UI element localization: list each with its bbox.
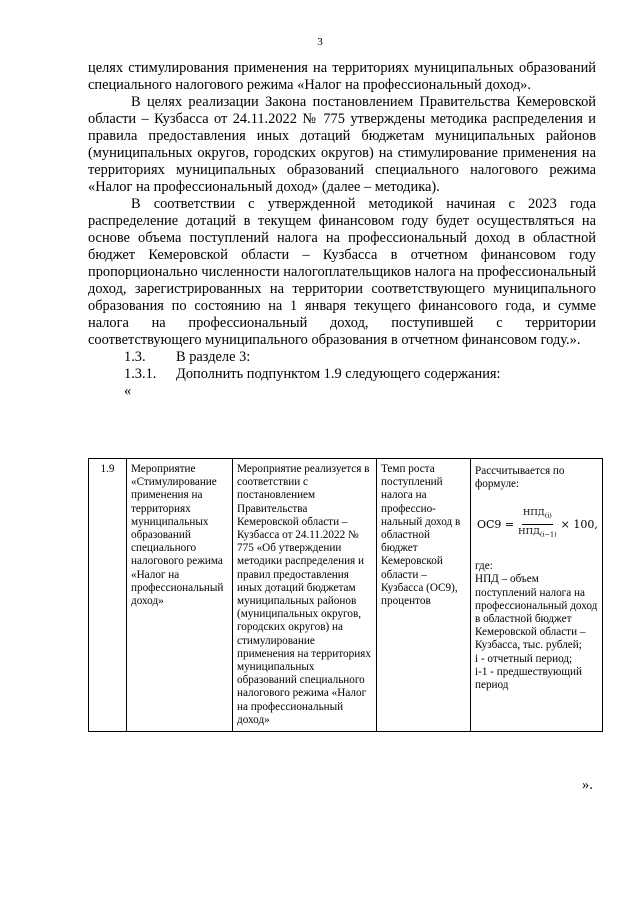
item-number: 1.3. bbox=[124, 349, 146, 365]
closing-quote: ». bbox=[582, 777, 593, 793]
formula-denominator: $НПД_{(i-1)}$ bbox=[518, 527, 557, 539]
calc-def-npd: НПД – объем поступлений налога на профессиональный доход в областной бюджет Кемеровской области – Кузбасса, тыс. рублей; bbox=[475, 573, 598, 652]
body-text bbox=[88, 60, 596, 400]
opening-quote: « bbox=[124, 383, 132, 399]
formula-numerator: $НПД_{(i)}$ bbox=[522, 507, 553, 525]
item-1-3 bbox=[88, 349, 596, 366]
formula-lhs: ОС9 = bbox=[477, 518, 515, 532]
paragraph-law-implementation: В целях реализации Закона постановлением Правительства Кемеровской области – Кузбасса от 24.11.2022 № 775 утверждены методика распределения и правила предоставления иных дотаций бюджетам муниципальных районов (муниципальных округов, городских округов) на стимулирование применения на территориях муниципальных образований специального налогового режима «Налог на профессиональный доход» (далее – методика). bbox=[88, 94, 596, 195]
item-text: Дополнить подпунктом 1.9 следующего содержания: bbox=[176, 366, 501, 382]
cell-calculation bbox=[471, 459, 603, 732]
cell-number: 1.9 bbox=[89, 459, 127, 732]
page-number: 3 bbox=[317, 36, 323, 48]
cell-basis: Мероприятие реализуется в соответствии с постановлением Правительства Кемеровской области – Кузбасса от 24.11.2022 № 775 «Об утверждении методики распределения и правил предоставления иных дотаций бюджетам муниципальных районов (муниципальных округов, городских округов) на стимулирование применения на территориях муниципальных образований специального налогового режима «Налог на профессиональный доход» bbox=[233, 459, 377, 732]
calc-where: где: bbox=[475, 560, 493, 573]
paragraph-methodology: В соответствии с утвержденной методикой начиная с 2023 года распределение дотаций в текущем финансовом году будет осуществляться на основе объема поступлений налога на профессиональный доход в областной бюджет Кемеровской области – Кузбасса в отчетном финансовом году пропорционально численности налогоплательщиков налога на профессиональный доход, зарегистрированных на территории соответствующего муниципального образования по состоянию на 1 января текущего финансового года, и сумме налога на профессиональный доход, поступившей с территории соответствующего муниципального образования в отчетном финансовом году.». bbox=[88, 196, 596, 348]
formula-rhs: × 100, bbox=[560, 518, 598, 532]
calc-intro: Рассчитывается по формуле: bbox=[475, 465, 565, 491]
cell-indicator: Темп роста поступлений налога на професcио-нальный доход в областной бюджет Кемеровской области – Кузбасса (ОС9), процентов bbox=[377, 459, 471, 732]
formula bbox=[477, 507, 598, 542]
item-number: 1.3.1. bbox=[124, 366, 157, 382]
paragraph-continuation: целях стимулирования применения на территориях муниципальных образований специального налогового режима «Налог на профессиональный доход». bbox=[88, 60, 596, 93]
item-1-3-1 bbox=[88, 366, 596, 383]
calc-def-i-1: i-1 - предшествующий период bbox=[475, 665, 582, 692]
subitem-table bbox=[88, 458, 603, 732]
item-text: В разделе 3: bbox=[176, 349, 251, 365]
table-row bbox=[89, 459, 603, 732]
cell-measure: Мероприятие «Стимулирование применения на территориях муниципальных образований специального налогового режима «Налог на профессиональный доход» bbox=[127, 459, 233, 732]
formula-fraction bbox=[518, 507, 556, 542]
calc-def-i: i - отчетный период; bbox=[475, 652, 573, 665]
